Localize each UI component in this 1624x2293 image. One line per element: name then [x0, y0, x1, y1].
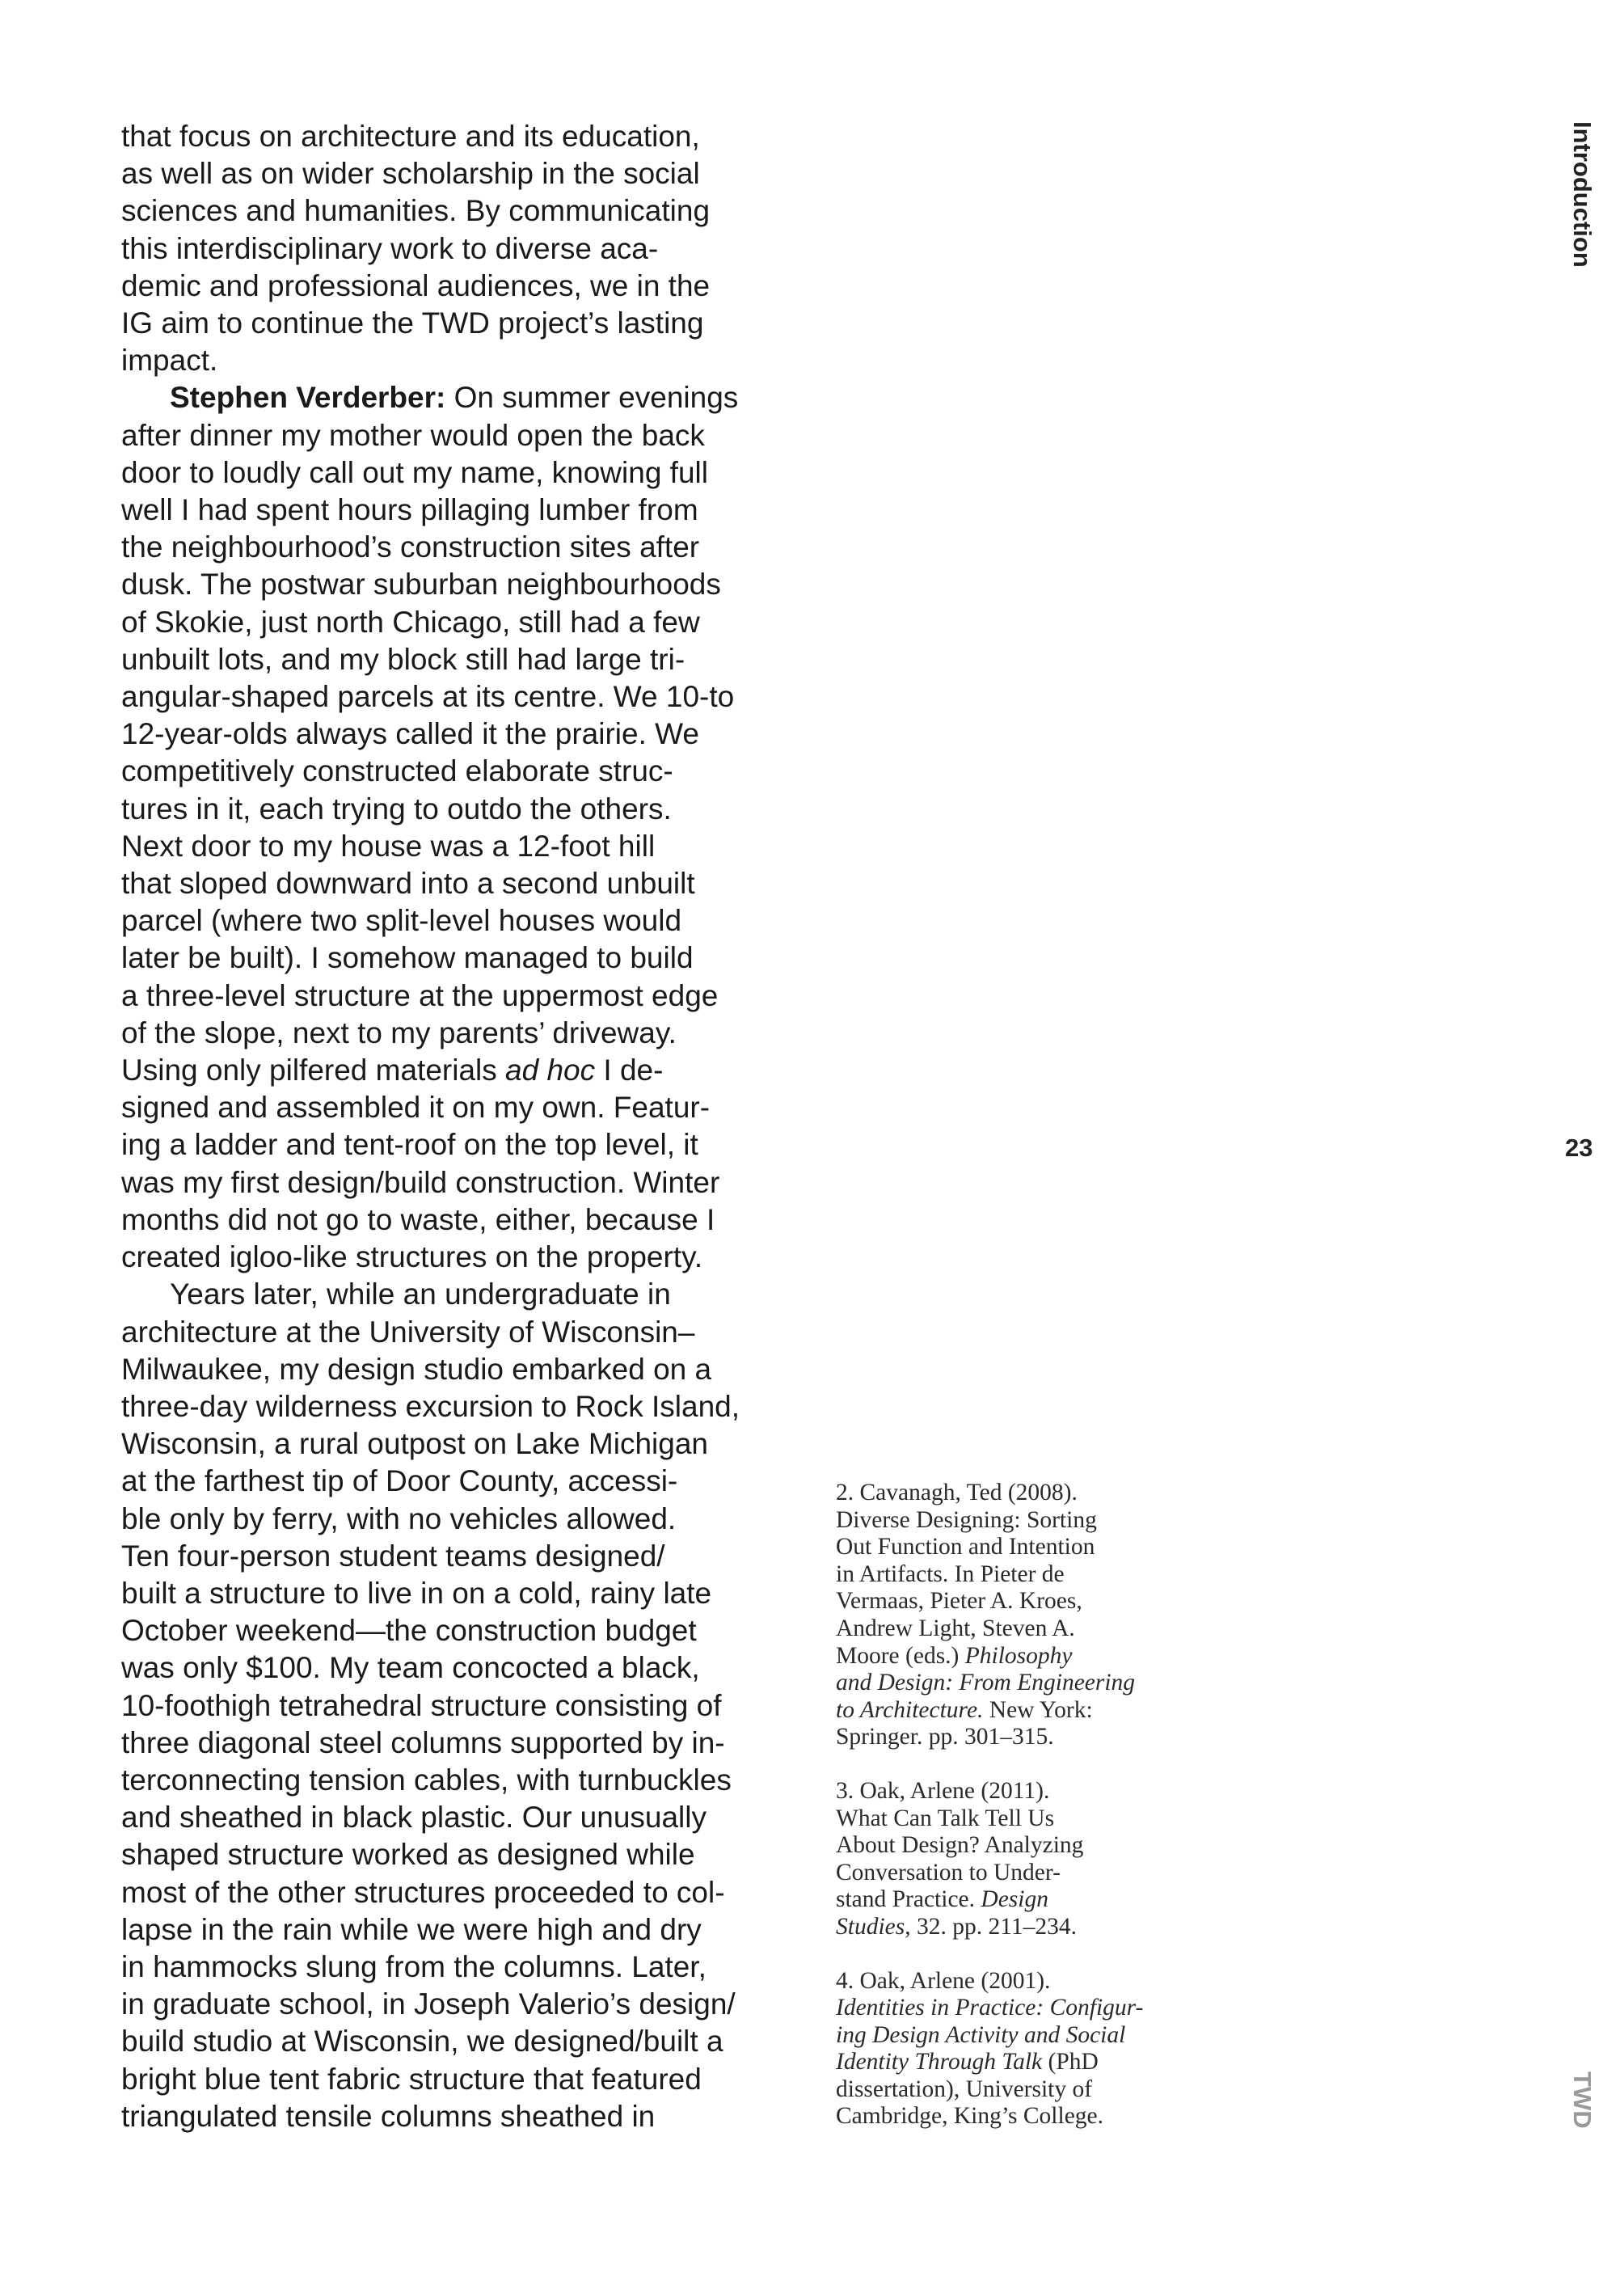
text-run: Moore (eds.)	[836, 1642, 965, 1669]
text-line	[121, 1463, 808, 1500]
text-line	[121, 454, 808, 492]
text-run: impact.	[121, 344, 218, 378]
text-line	[121, 1799, 808, 1836]
italic-text: Identities in Practice: Configur-	[836, 1995, 1144, 2021]
text-line	[121, 1949, 808, 1986]
text-run: Next door to my house was a 12-foot hill	[121, 829, 656, 863]
running-brand-label: TWD	[1568, 2071, 1597, 2129]
text-line	[836, 1480, 1175, 1507]
text-run: Using only pilfered materials	[121, 1054, 506, 1087]
speaker-name: Stephen Verderber:	[170, 381, 446, 415]
text-line	[121, 268, 808, 305]
text-run: in Artifacts. In Pieter de	[836, 1560, 1065, 1587]
text-run: in graduate school, in Joseph Valerio’s design/	[121, 1987, 736, 2021]
text-line	[836, 1832, 1175, 1860]
text-run: New York:	[983, 1696, 1093, 1723]
text-line	[836, 1968, 1175, 1995]
text-run: shaped structure worked as designed while	[121, 1838, 695, 1872]
text-run: well I had spent hours pillaging lumber from	[121, 493, 698, 527]
italic-text: ad hoc	[505, 1054, 596, 1087]
text-line	[121, 1089, 808, 1126]
text-line	[121, 529, 808, 566]
text-run: signed and assembled it on my own. Featur-	[121, 1091, 711, 1125]
text-run: 12-year-olds always called it the prairie. We	[121, 717, 699, 751]
footnote	[836, 1968, 1175, 2131]
text-run: of Skokie, just north Chicago, still had a few	[121, 605, 700, 639]
text-line	[121, 791, 808, 828]
text-line	[121, 492, 808, 529]
text-line	[121, 155, 808, 192]
text-line	[121, 1762, 808, 1799]
text-line	[836, 1778, 1175, 1805]
text-line	[121, 1388, 808, 1425]
text-run: Milwaukee, my design studio embarked on a	[121, 1352, 712, 1386]
text-run: Years later, while an undergraduate in	[170, 1277, 671, 1311]
text-line	[121, 1575, 808, 1612]
text-run: 2. Cavanagh, Ted (2008).	[836, 1480, 1078, 1505]
text-line	[121, 678, 808, 716]
text-line	[121, 2061, 808, 2098]
text-run: built a structure to live in on a cold, rainy late	[121, 1576, 712, 1610]
text-line	[121, 604, 808, 641]
text-line	[121, 566, 808, 603]
text-line	[836, 2103, 1175, 2130]
text-run: parcel (where two split-level houses would	[121, 904, 682, 938]
text-run: in hammocks slung from the columns. Later,	[121, 1949, 707, 1983]
text-line	[121, 1351, 808, 1388]
running-section-label: Introduction	[1568, 121, 1597, 268]
body-text-column	[121, 118, 808, 2135]
text-line	[836, 1697, 1175, 1725]
text-line	[836, 1724, 1175, 1751]
text-run: after dinner my mother would open the back	[121, 418, 705, 452]
italic-text: Studies	[836, 1913, 905, 1940]
text-run: Cambridge, King’s College.	[836, 2103, 1104, 2130]
text-line	[121, 978, 808, 1015]
text-line	[121, 1538, 808, 1575]
text-run: months did not go to waste, either, because I	[121, 1202, 715, 1236]
text-line	[121, 1126, 808, 1163]
text-run: lapse in the rain while we were high and dry	[121, 1912, 702, 1946]
text-line	[121, 1015, 808, 1052]
italic-text: ing Design Activity and Social	[836, 2021, 1126, 2048]
text-line	[836, 2049, 1175, 2076]
text-run: 3. Oak, Arlene (2011).	[836, 1777, 1050, 1804]
text-line	[836, 1995, 1175, 2022]
text-run: this interdisciplinary work to diverse aca-	[121, 231, 659, 265]
text-line	[121, 716, 808, 753]
text-run: October weekend—the construction budget	[121, 1614, 697, 1648]
text-run: Diverse Designing: Sorting	[836, 1506, 1097, 1533]
text-run: (PhD	[1042, 2049, 1099, 2076]
footnote	[836, 1778, 1175, 1941]
italic-text: Design	[981, 1886, 1048, 1913]
text-line	[121, 753, 808, 790]
italic-text: Identity Through Talk	[836, 2049, 1043, 2076]
text-run: IG aim to continue the TWD project’s lasting	[121, 306, 704, 340]
text-run: stand Practice.	[836, 1886, 981, 1913]
text-run: build studio at Wisconsin, we designed/built a	[121, 2025, 723, 2059]
text-run: bright blue tent fabric structure that featured	[121, 2062, 702, 2096]
text-line	[121, 1425, 808, 1463]
text-line	[121, 1687, 808, 1725]
text-run: that focus on architecture and its education,	[121, 120, 700, 153]
text-line	[121, 1874, 808, 1911]
text-run: dissertation), University of	[836, 2076, 1093, 2102]
text-line	[121, 1052, 808, 1089]
text-run: Andrew Light, Steven A.	[836, 1615, 1075, 1641]
text-line	[121, 865, 808, 902]
text-line	[121, 192, 808, 230]
text-line	[121, 828, 808, 865]
text-run: angular-shaped parcels at its centre. We 10-to	[121, 680, 735, 714]
text-line	[121, 1836, 808, 1873]
text-run: competitively constructed elaborate struc-	[121, 754, 673, 788]
text-run: and sheathed in black plastic. Our unusually	[121, 1801, 707, 1835]
text-run: ble only by ferry, with no vehicles allowed.	[121, 1501, 677, 1535]
text-line	[121, 230, 808, 268]
text-line	[836, 1615, 1175, 1643]
text-run: the neighbourhood’s construction sites after	[121, 530, 700, 564]
text-run: 4. Oak, Arlene (2001).	[836, 1967, 1051, 1994]
italic-text: Philosophy	[964, 1642, 1073, 1669]
text-line	[836, 2076, 1175, 2104]
text-run: sciences and humanities. By communicating	[121, 194, 711, 228]
text-run: later be built). I somehow managed to build	[121, 941, 694, 975]
text-run: most of the other structures proceeded to col-	[121, 1875, 725, 1909]
text-run: Vermaas, Pieter A. Kroes,	[836, 1588, 1082, 1615]
text-line	[836, 1507, 1175, 1535]
text-run: a three-level structure at the uppermost edge	[121, 978, 719, 1012]
text-run: Springer. pp. 301–315.	[836, 1724, 1054, 1750]
text-run: three diagonal steel columns supported by in-	[121, 1725, 725, 1759]
text-line	[836, 1670, 1175, 1697]
text-run: ing a ladder and tent-roof on the top level, it	[121, 1128, 698, 1162]
text-line	[121, 1239, 808, 1276]
text-run: three-day wilderness excursion to Rock Island,	[121, 1389, 740, 1423]
text-line	[121, 940, 808, 977]
text-line	[121, 1276, 808, 1313]
text-line	[836, 1588, 1175, 1615]
text-run: terconnecting tension cables, with turnbuckles	[121, 1763, 732, 1797]
text-run: dusk. The postwar suburban neighbourhoods	[121, 568, 721, 602]
text-run: architecture at the University of Wisconsin–	[121, 1315, 695, 1349]
text-run: Wisconsin, a rural outpost on Lake Michigan	[121, 1427, 708, 1461]
text-line	[836, 1643, 1175, 1670]
text-line	[836, 2022, 1175, 2050]
text-line	[121, 1725, 808, 1762]
text-run: at the farthest tip of Door County, accessi-	[121, 1464, 678, 1498]
text-line	[121, 342, 808, 379]
text-run: Ten four-person student teams designed/	[121, 1539, 665, 1573]
footnotes-column	[836, 1480, 1175, 2157]
text-line	[836, 1886, 1175, 1914]
text-run: of the slope, next to my parents’ driveway.	[121, 1016, 677, 1049]
text-line	[121, 118, 808, 155]
text-run: triangulated tensile columns sheathed in	[121, 2099, 656, 2133]
text-run: created igloo-like structures on the property.	[121, 1240, 703, 1274]
text-run: I de-	[595, 1054, 664, 1087]
footnote	[836, 1480, 1175, 1751]
text-line	[121, 2098, 808, 2135]
text-line	[121, 305, 808, 342]
text-line	[121, 379, 808, 416]
text-line	[836, 1561, 1175, 1589]
italic-text: and Design: From Engineering	[836, 1670, 1136, 1696]
text-line	[836, 1914, 1175, 1941]
text-run: was only $100. My team concocted a black,	[121, 1651, 700, 1685]
text-line	[121, 1986, 808, 2023]
text-run: demic and professional audiences, we in the	[121, 268, 711, 302]
text-run: tures in it, each trying to outdo the others.	[121, 792, 672, 826]
page-number: 23	[1565, 1134, 1593, 1162]
text-run: as well as on wider scholarship in the social	[121, 157, 700, 191]
italic-text: to Architecture.	[836, 1696, 984, 1723]
text-run: unbuilt lots, and my block still had large tri-	[121, 642, 685, 676]
text-line	[836, 1805, 1175, 1833]
text-line	[121, 1201, 808, 1239]
text-run: What Can Talk Tell Us	[836, 1805, 1055, 1831]
text-line	[121, 1911, 808, 1949]
text-line	[121, 641, 808, 678]
text-line	[121, 1501, 808, 1538]
text-run: About Design? Analyzing	[836, 1832, 1084, 1859]
text-run: was my first design/build construction. Winter	[121, 1165, 720, 1199]
text-line	[121, 417, 808, 454]
text-line	[121, 2023, 808, 2060]
text-line	[121, 1612, 808, 1649]
text-run: 10-foothigh tetrahedral structure consisting of	[121, 1688, 722, 1722]
text-line	[121, 1164, 808, 1201]
text-run: door to loudly call out my name, knowing full	[121, 455, 708, 489]
text-run: On summer evenings	[445, 381, 739, 415]
text-line	[836, 1534, 1175, 1561]
text-run: that sloped downward into a second unbuilt	[121, 867, 695, 901]
text-run: Out Function and Intention	[836, 1534, 1095, 1560]
text-line	[121, 1314, 808, 1351]
text-run: , 32. pp. 211–234.	[905, 1913, 1077, 1940]
text-line	[836, 1860, 1175, 1887]
text-run: Conversation to Under-	[836, 1859, 1061, 1885]
text-line	[121, 902, 808, 940]
text-line	[121, 1649, 808, 1687]
